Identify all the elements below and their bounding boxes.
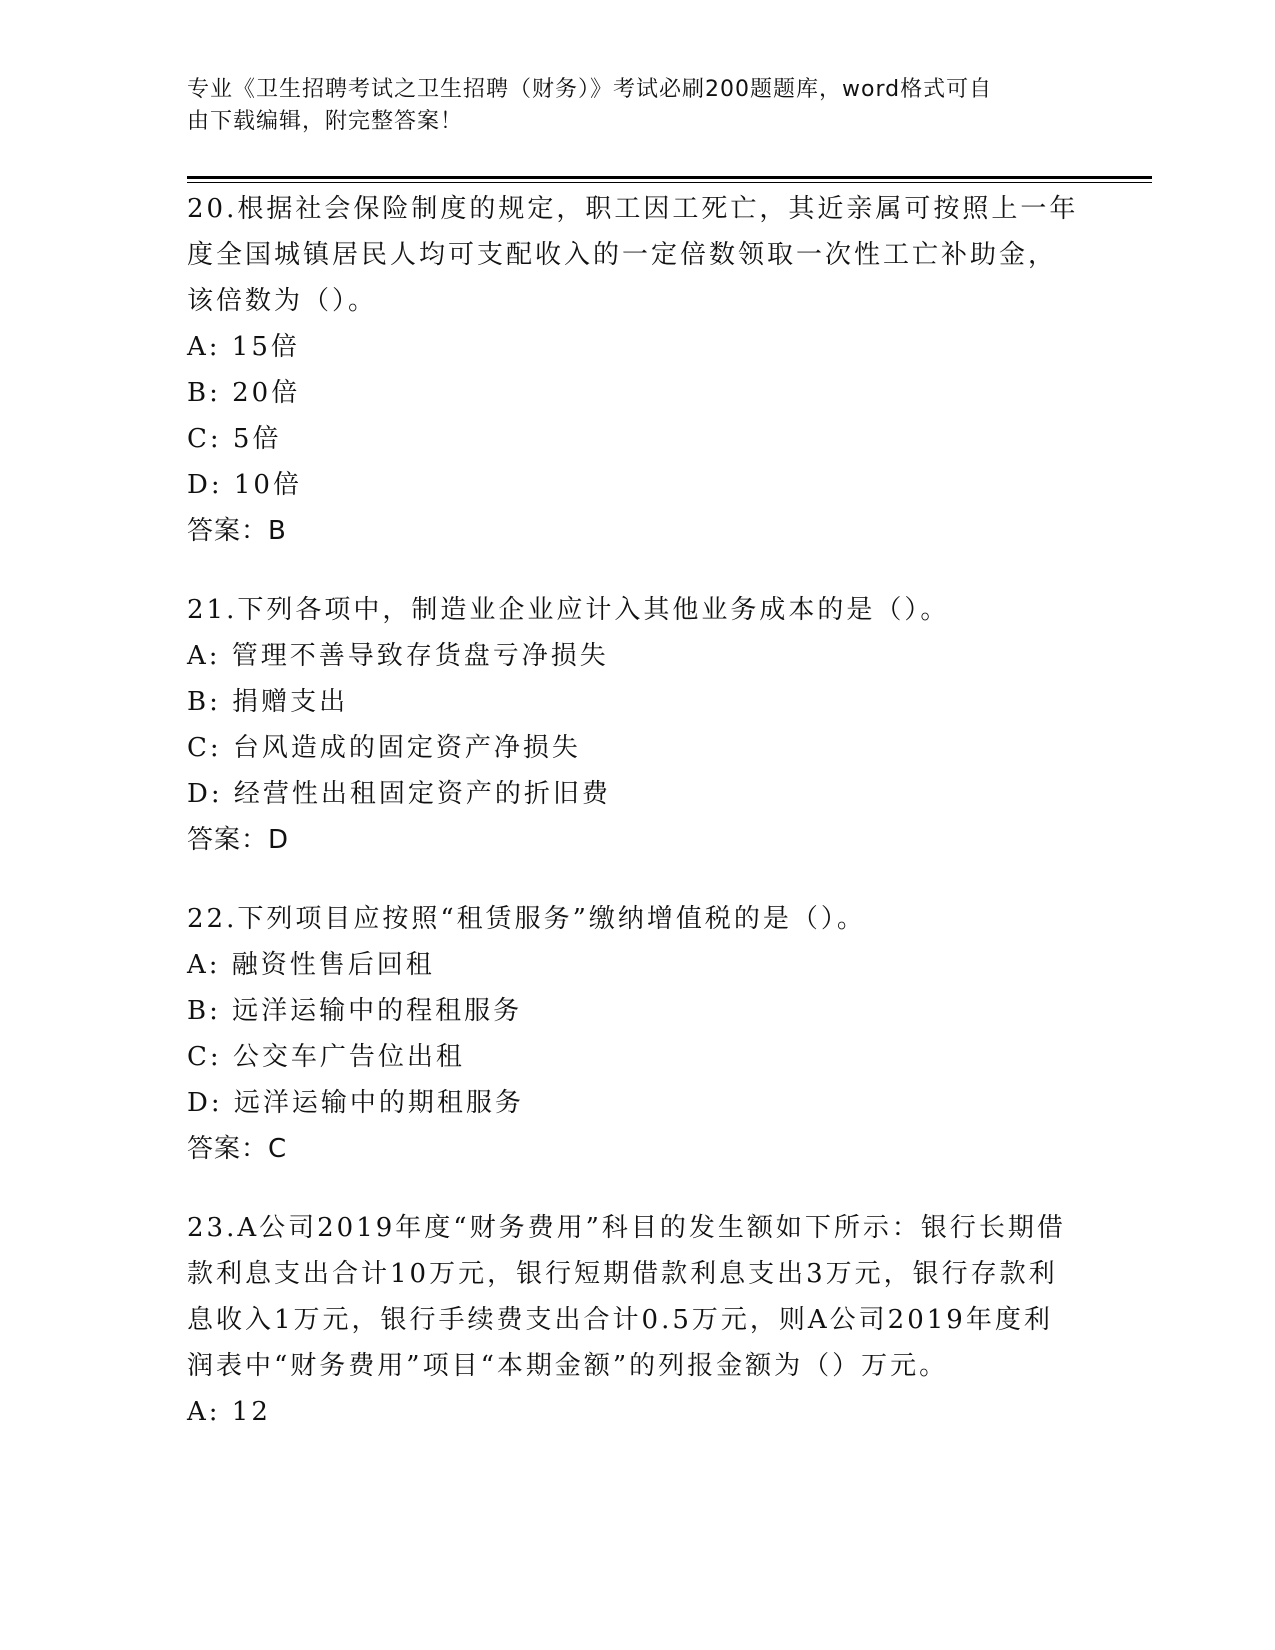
question-20 xyxy=(187,186,1087,554)
header-line-1: 专业《卫生招聘考试之卫生招聘（财务）》考试必刷200题题库，word格式可自 xyxy=(187,77,993,102)
header-divider-thick xyxy=(187,176,1152,179)
option-b: B: 20倍 xyxy=(187,378,301,408)
question-text-line: 该倍数为（）。 xyxy=(187,286,378,316)
question-text-line: 21.下列各项中，制造业企业应计入其他业务成本的是（）。 xyxy=(187,595,950,625)
option-c: C: 5倍 xyxy=(187,424,282,454)
question-text-line: 22.下列项目应按照“租赁服务”缴纳增值税的是（）。 xyxy=(187,904,866,934)
option-d: D: 远洋运输中的期租服务 xyxy=(187,1088,524,1118)
header-divider-thin xyxy=(187,182,1152,183)
answer-text: 答案：C xyxy=(187,1134,288,1164)
header-line-2: 由下载编辑，附完整答案！ xyxy=(187,109,464,134)
option-b: B: 捐赠支出 xyxy=(187,687,349,717)
question-21 xyxy=(187,587,1087,863)
answer-text: 答案：D xyxy=(187,825,290,855)
document-header xyxy=(187,74,1087,138)
question-text-line: 款利息支出合计10万元，银行短期借款利息支出3万元，银行存款利 xyxy=(187,1259,1058,1289)
question-list xyxy=(187,186,1087,1468)
question-23 xyxy=(187,1205,1087,1435)
question-text-line: 息收入1万元，银行手续费支出合计0.5万元，则A公司2019年度利 xyxy=(187,1305,1053,1335)
question-22 xyxy=(187,896,1087,1172)
option-a: A: 管理不善导致存货盘亏净损失 xyxy=(187,641,609,671)
option-c: C: 台风造成的固定资产净损失 xyxy=(187,733,581,763)
option-a: A: 15倍 xyxy=(187,332,300,362)
question-text-line: 度全国城镇居民人均可支配收入的一定倍数领取一次性工亡补助金， xyxy=(187,240,1058,270)
question-text-line: 润表中“财务费用”项目“本期金额”的列报金额为（）万元。 xyxy=(187,1351,949,1381)
option-a: A: 12 xyxy=(187,1397,271,1427)
option-b: B: 远洋运输中的程租服务 xyxy=(187,996,523,1026)
question-text-line: 23.A公司2019年度“财务费用”科目的发生额如下所示：银行长期借 xyxy=(187,1213,1066,1243)
option-c: C: 公交车广告位出租 xyxy=(187,1042,465,1072)
question-text-line: 20.根据社会保险制度的规定，职工因工死亡，其近亲属可按照上一年 xyxy=(187,194,1079,224)
answer-text: 答案：B xyxy=(187,516,287,546)
option-d: D: 10倍 xyxy=(187,470,302,500)
option-a: A: 融资性售后回租 xyxy=(187,950,435,980)
option-d: D: 经营性出租固定资产的折旧费 xyxy=(187,779,611,809)
